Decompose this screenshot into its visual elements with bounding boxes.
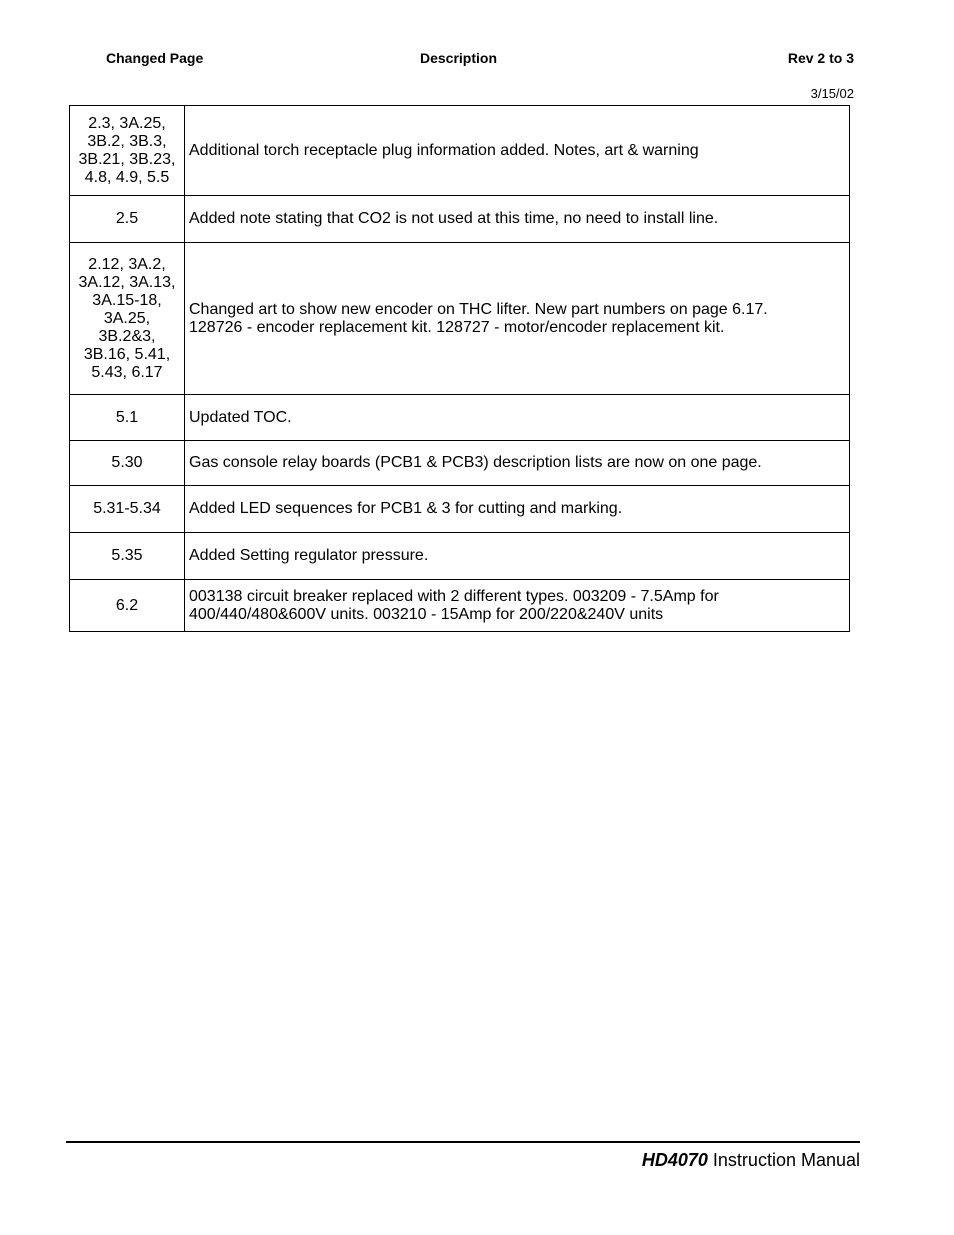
table-row	[70, 243, 850, 395]
footer-model: HD4070	[641, 1150, 708, 1170]
description-cell: 003138 circuit breaker replaced with 2 different types. 003209 - 7.5Amp for 400/440/480&600V units. 003210 - 15Amp for 200/220&240V units	[185, 580, 850, 632]
table-row	[70, 395, 850, 441]
revision-table	[69, 105, 850, 632]
table-row	[70, 580, 850, 632]
changed-pages-cell: 6.2	[70, 580, 185, 632]
description-cell: Added LED sequences for PCB1 & 3 for cutting and marking.	[185, 486, 850, 533]
revision-date: 3/15/02	[810, 86, 854, 101]
description-cell: Changed art to show new encoder on THC lifter. New part numbers on page 6.17. 128726 - encoder replacement kit. 128727 - motor/encoder replacement kit.	[185, 243, 850, 395]
footer-divider	[66, 1141, 860, 1143]
column-header-description: Description	[420, 50, 498, 66]
revision-label: Rev 2 to 3	[787, 50, 854, 66]
column-header-changed-page: Changed Page	[106, 50, 204, 66]
description-cell: Added Setting regulator pressure.	[185, 533, 850, 580]
table-row	[70, 533, 850, 580]
description-cell: Gas console relay boards (PCB1 & PCB3) description lists are now on one page.	[185, 441, 850, 486]
description-cell: Added note stating that CO2 is not used at this time, no need to install line.	[185, 196, 850, 243]
changed-pages-cell: 2.3, 3A.25, 3B.2, 3B.3, 3B.21, 3B.23, 4.8, 4.9, 5.5	[70, 106, 185, 196]
table-row	[70, 196, 850, 243]
changed-pages-cell: 5.30	[70, 441, 185, 486]
changed-pages-cell: 5.35	[70, 533, 185, 580]
footer-title: Instruction Manual	[712, 1150, 860, 1170]
description-cell: Updated TOC.	[185, 395, 850, 441]
table-row	[70, 486, 850, 533]
changed-pages-cell: 5.1	[70, 395, 185, 441]
table-row	[70, 441, 850, 486]
table-row	[70, 106, 850, 196]
description-cell: Additional torch receptacle plug information added. Notes, art & warning	[185, 106, 850, 196]
changed-pages-cell: 2.5	[70, 196, 185, 243]
changed-pages-cell: 5.31-5.34	[70, 486, 185, 533]
changed-pages-cell: 2.12, 3A.2, 3A.12, 3A.13, 3A.15-18, 3A.25, 3B.2&3, 3B.16, 5.41, 5.43, 6.17	[70, 243, 185, 395]
footer-manual-title	[642, 1150, 860, 1171]
